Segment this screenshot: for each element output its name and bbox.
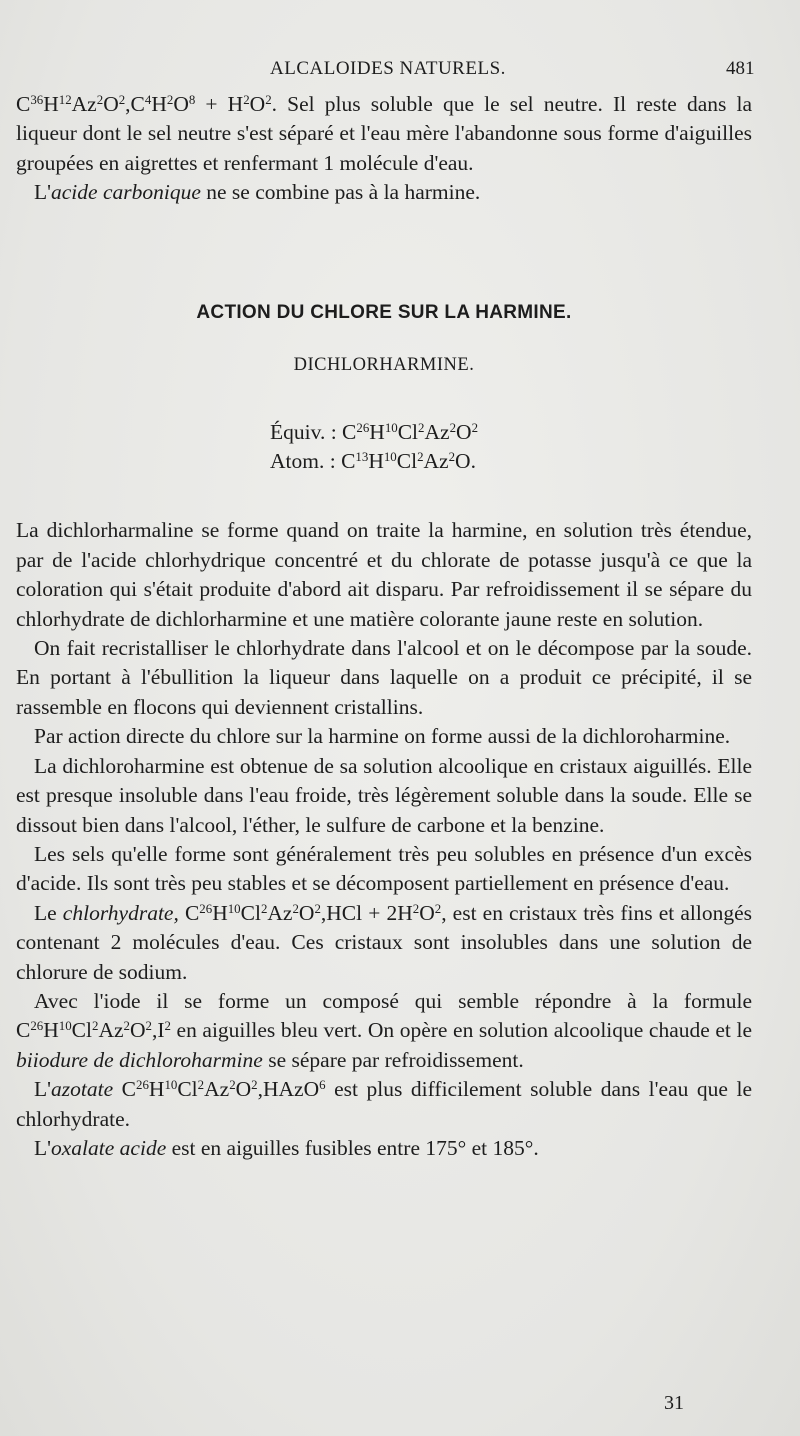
compound-heading: DICHLORHARMINE. (293, 355, 475, 376)
formula-block (270, 418, 752, 476)
paragraph-nitrate: L'azotate $C^{26}H^{10}Cl^2Az^2O^2,HAzO^6$ est plus difficilement soluble dans l'eau que le chlorhydrate. (16, 1077, 753, 1131)
signature-mark: 31 (664, 1392, 684, 1414)
paragraph-properties: La dichloroharmine est obtenue de sa solution alcoolique en cristaux aiguillés. Elle est presque insoluble dans l'eau froide, très légèrement soluble dans la soude. Elle se dissout bien dans l'alcool, l'éther, le sulfure de carbone et la benzine. (16, 753, 752, 837)
section-title: ACTION DU CHLORE SUR LA HARMINE. (196, 301, 572, 323)
paragraph-recrystallization: On fait recristalliser le chlorhydrate dans l'alcool et on le décompose par la soude. En portant à l'ébullition la liqueur dans laquelle on a produit ce précipité, il se rassemble en flocons qui deviennent cristallins. (16, 636, 752, 719)
body-text (16, 90, 752, 1163)
formula-atom: Atom. : $C^{13}H^{10}Cl^2Az^2O$. (270, 449, 476, 474)
paragraph-salts: Les sels qu'elle forme sont généralement très peu solubles en présence d'un excès d'acide. Ils sont très peu stables et se décomposent partiellement en présence d'eau. (16, 841, 752, 896)
running-header (0, 58, 800, 88)
paragraph-direct-chlorination: Par action directe du chlore sur la harmine on forme aussi de la dichloroharmine. (34, 724, 731, 749)
page-number: 481 (726, 58, 755, 79)
paragraph-continuation: $C^{36}H^{12}Az^2O^2,C^4H^2O^8 + H^2O^2$. Sel plus soluble que le sel neutre. Il reste dans la liqueur dont le sel neutre s'est séparé et l'eau mère l'abandonne sous forme d'aiguilles groupées en aigrettes et renfermant 1 molécule d'eau. (16, 92, 752, 175)
paragraph-preparation: La dichlorharmaline se forme quand on traite la harmine, en solution très étendue, par de l'acide chlorhydrique concentré et du chlorate de potasse jusqu'à ce que la coloration qui s'était produite d'abord ait disparu. Par refroidissement il se sépare du chlorhydrate de dichlorharmine et une matière colorante jaune reste en solution. (16, 518, 752, 631)
formula-equiv: Équiv. : $C^{26}H^{10}Cl^2Az^2O^2$ (270, 420, 479, 445)
paragraph-chlorhydrate: Le chlorhydrate, $C^{26}H^{10}Cl^2Az^2O^2,HCl + 2H^2O^2$, est en cristaux très fins et allongés contenant 2 molécules d'eau. Ces cristaux sont insolubles dans une solution de chlorure de sodium. (16, 900, 753, 984)
paragraph-oxalate: L'oxalate acide est en aiguilles fusibles entre 175° et 185°. (34, 1135, 539, 1160)
paragraph-iodine: Avec l'iode il se forme un composé qui semble répondre à la formule $C^{26}H^{10}Cl^2Az^2O^2,I^2$ en aiguilles bleu vert. On opère en solution alcoolique chaude et le biiodure de dichloroharmine se sépare par refroidissement. (16, 988, 752, 1072)
paragraph-carbonic-acid: L'acide carbonique ne se combine pas à la harmine. (34, 180, 481, 205)
header-title: ALCALOIDES NATURELS. (270, 58, 506, 79)
